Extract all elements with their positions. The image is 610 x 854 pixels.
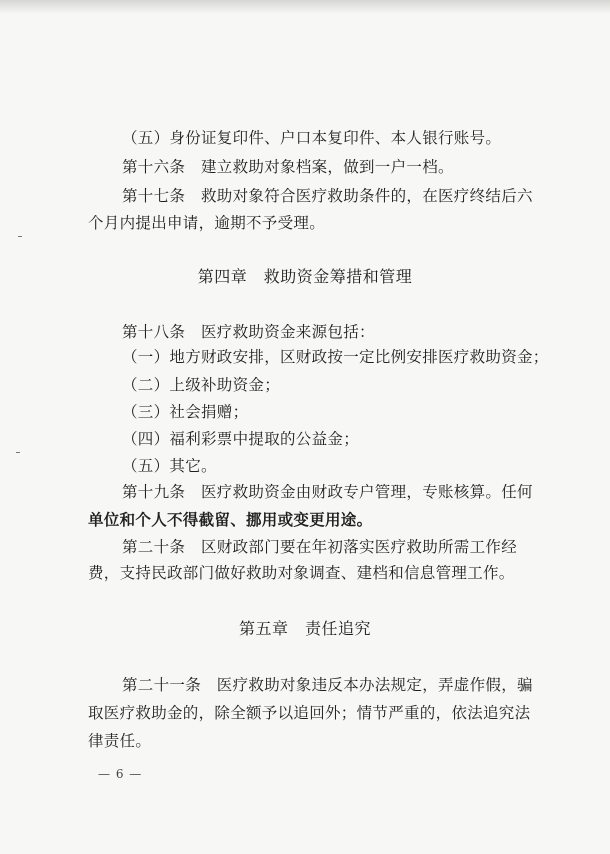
text-line: 律责任。	[88, 732, 152, 750]
text-line: （二）上级补助资金；	[122, 376, 281, 394]
chapter-heading: 第四章 救助资金筹措和管理	[197, 267, 413, 286]
text-line: 费，支持民政部门做好救助对象调查、建档和信息管理工作。	[88, 564, 515, 582]
page-number: — 6 —	[98, 767, 143, 781]
text-line: （五）其它。	[122, 457, 217, 475]
text-line: 取医疗救助金的，除全额予以追回外；情节严重的，依法追究法	[88, 704, 531, 722]
text-line: （三）社会捐赠；	[122, 403, 249, 421]
scan-top-edge	[0, 0, 610, 14]
chapter-heading: 第五章 责任追究	[238, 619, 371, 638]
text-line: （五）身份证复印件、户口本复印件、本人银行账号。	[122, 129, 502, 147]
text-line: 第十六条 建立救助对象档案，做到一户一档。	[122, 158, 454, 176]
text-line: 第二十一条 医疗救助对象违反本办法规定，弄虚作假，骗	[122, 676, 533, 694]
text-line: 第十九条 医疗救助资金由财政专户管理，专账核算。任何	[122, 483, 533, 501]
scan-mark	[18, 236, 22, 237]
text-line: （一）地方财政安排，区财政按一定比例安排医疗救助资金；	[122, 348, 549, 366]
scan-mark	[16, 452, 20, 453]
text-line: 个月内提出申请，逾期不予受理。	[88, 214, 326, 232]
text-line: 单位和个人不得截留、挪用或变更用途。	[88, 510, 373, 529]
text-line: 第十七条 救助对象符合医疗救助条件的，在医疗终结后六	[122, 187, 533, 205]
text-line: （四）福利彩票中提取的公益金；	[122, 430, 360, 448]
text-line: 第十八条 医疗救助资金来源包括：	[122, 323, 375, 341]
text-line: 第二十条 区财政部门要在年初落实医疗救助所需工作经	[122, 538, 518, 556]
